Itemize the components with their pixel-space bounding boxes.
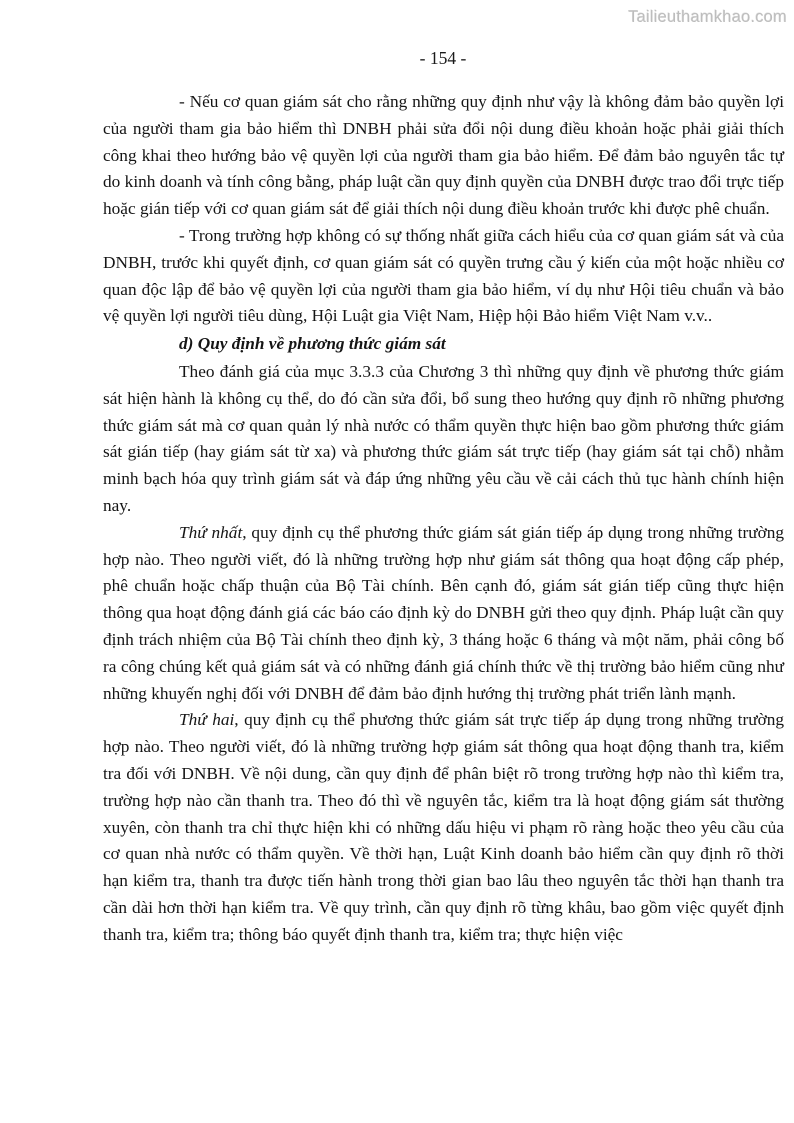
page-body [103, 89, 784, 949]
paragraph-lead-thu-nhat: Thứ nhất [179, 522, 243, 542]
page-number: - 154 - [419, 48, 467, 68]
paragraph-direct-supervision [103, 707, 784, 948]
paragraph-text: , quy định cụ thể phương thức giám sát gián tiếp áp dụng trong những trường hợp nào. Theo người viết, đó là những trường hợp như giám sát thông qua hoạt động cấp phép, phê chuẩn hoặc chấp thuận của Bộ Tài chính. Bên cạnh đó, giám sát gián tiếp cũng thực hiện thông qua hoạt động đánh giá các báo cáo định kỳ do DNBH gửi theo quy định. Pháp luật cần quy định trách nhiệm của Bộ Tài chính theo định kỳ, 3 tháng hoặc 6 tháng và một năm, phải công bố ra công chúng kết quả giám sát và có những đánh giá chính thức về thị trường bảo hiểm cũng như những khuyến nghị đối với DNBH để đảm bảo định hướng thị trường phát triển lành mạnh. [103, 522, 784, 703]
paragraph-supervision-methods-overview: Theo đánh giá của mục 3.3.3 của Chương 3 thì những quy định về phương thức giám sát hiện hành là không cụ thể, do đó cần sửa đổi, bổ sung theo hướng quy định rõ những phương thức giám sát mà cơ quan quản lý nhà nước có thẩm quyền thực hiện bao gồm phương thức giám sát gián tiếp (hay giám sát từ xa) và phương thức giám sát trực tiếp (hay giám sát tại chỗ) nhằm minh bạch hóa quy trình giám sát và đáp ứng những yêu cầu về cải cách thủ tục hành chính hiện nay. [103, 361, 784, 515]
section-heading-d-supervision-methods: d) Quy định về phương thức giám sát [179, 334, 446, 354]
paragraph-independent-consultation: - Trong trường hợp không có sự thống nhất giữa cách hiểu của cơ quan giám sát và của DNBH, trước khi quyết định, cơ quan giám sát có quyền trưng cầu ý kiến của một hoặc nhiều cơ quan độc lập để bảo vệ quyền lợi của người tham gia bảo hiểm, ví dụ như Hội tiêu chuẩn và bảo vệ quyền lợi người tiêu dùng, Hội Luật gia Việt Nam, Hiệp hội Bảo hiểm Việt Nam v.v.. [103, 225, 784, 326]
paragraph-indirect-supervision [103, 520, 784, 708]
paragraph-policy-terms-revision: - Nếu cơ quan giám sát cho rằng những quy định như vậy là không đảm bảo quyền lợi của người tham gia bảo hiểm thì DNBH phải sửa đổi nội dung điều khoản hoặc phải giải thích công khai theo hướng bảo vệ quyền lợi của người tham gia bảo hiểm. Để đảm bảo nguyên tắc tự do kinh doanh và tính công bằng, pháp luật cần quy định quyền của DNBH được trao đổi trực tiếp hoặc gián tiếp với cơ quan giám sát để giải thích nội dung điều khoản trước khi được phê chuẩn. [103, 92, 784, 219]
paragraph-text: , quy định cụ thể phương thức giám sát trực tiếp áp dụng trong những trường hợp nào. Theo người viết, đó là những trường hợp giám sát thông qua hoạt động thanh tra, kiểm tra đối với DNBH. Về nội dung, cần quy định để phân biệt rõ trong trường hợp nào thì kiểm tra, trường hợp nào cần thanh tra. Theo đó thì về nguyên tắc, kiểm tra là hoạt động giám sát thường xuyên, còn thanh tra chỉ thực hiện khi có những dấu hiệu vi phạm rõ ràng hoặc theo yêu cầu của cơ quan nhà nước có thẩm quyền. Về thời hạn, Luật Kinh doanh bảo hiểm cần quy định rõ thời hạn kiểm tra, thanh tra được tiến hành trong thời gian bao lâu theo nguyên tắc thời hạn thanh tra cần dài hơn thời hạn kiểm tra. Về quy trình, cần quy định rõ từng khâu, bao gồm việc quyết định thanh tra, kiểm tra; thông báo quyết định thanh tra, kiểm tra; thực hiện việc [103, 710, 784, 944]
paragraph-lead-thu-hai: Thứ hai [179, 710, 235, 730]
watermark-text: Tailieuthamkhao.com [628, 8, 787, 26]
